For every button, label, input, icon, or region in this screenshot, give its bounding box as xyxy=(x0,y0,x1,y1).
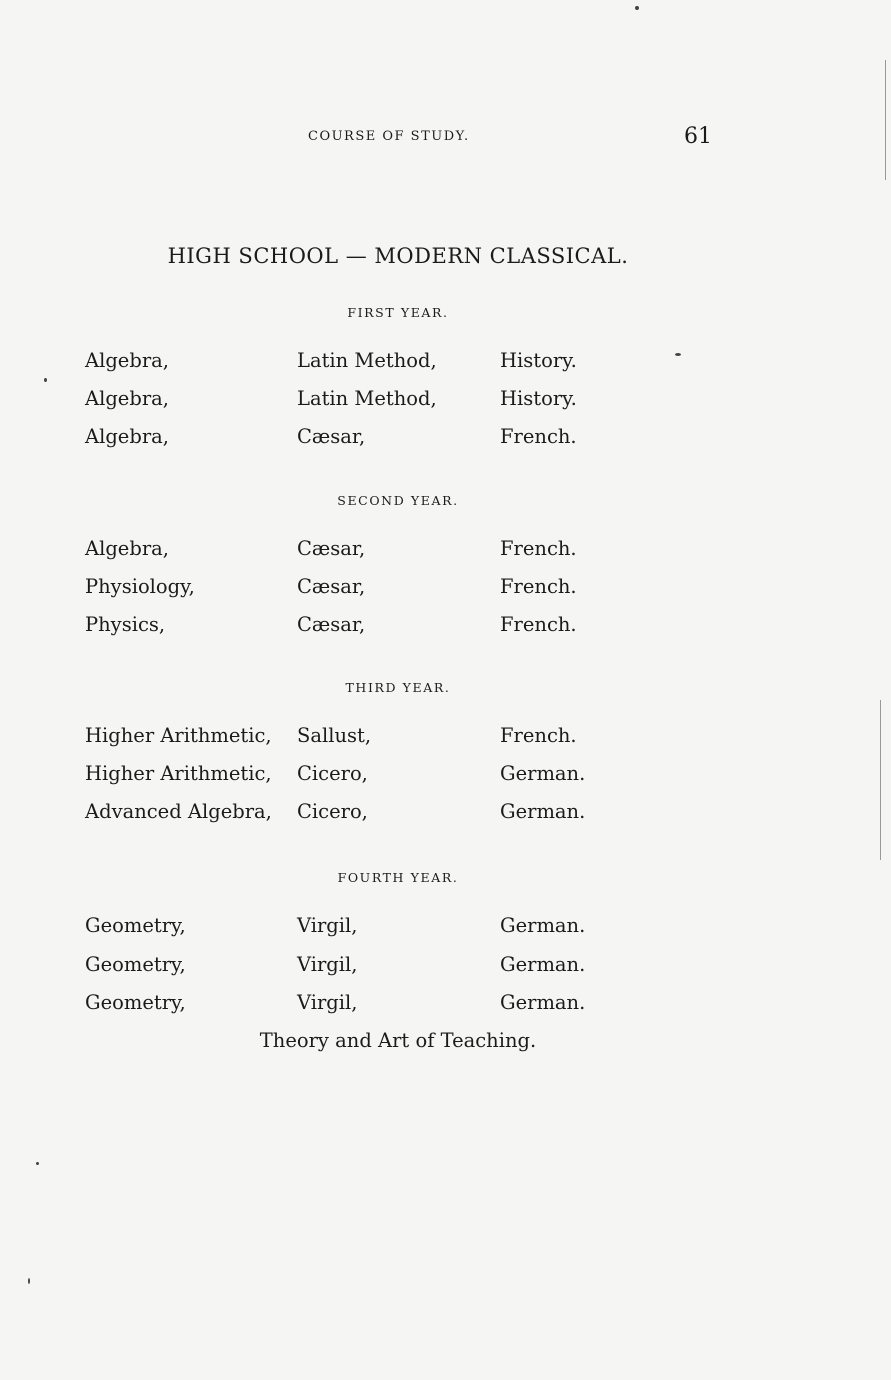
subject-cell: History. xyxy=(500,387,577,410)
page-title: HIGH SCHOOL — MODERN CLASSICAL. xyxy=(167,244,629,268)
section-heading-fourth-year: FOURTH YEAR. xyxy=(337,870,459,885)
subject-cell: Latin Method, xyxy=(297,387,437,410)
course-row xyxy=(0,762,891,790)
subject-cell: Cicero, xyxy=(297,762,368,785)
subject-cell: German. xyxy=(500,914,586,937)
subject-cell: Algebra, xyxy=(85,425,169,448)
subject-cell: French. xyxy=(500,724,577,747)
subject-cell: Physiology, xyxy=(85,575,195,598)
subject-cell: History. xyxy=(500,349,577,372)
ink-speck xyxy=(36,1162,39,1165)
subject-cell: German. xyxy=(500,762,586,785)
subject-cell: Cæsar, xyxy=(297,575,366,598)
course-row xyxy=(0,425,891,453)
running-head: COURSE OF STUDY. xyxy=(308,129,470,144)
subject-cell: French. xyxy=(500,613,577,636)
ink-speck xyxy=(44,378,47,382)
ink-speck xyxy=(675,353,681,356)
subject-cell: Algebra, xyxy=(85,537,169,560)
subject-cell: Algebra, xyxy=(85,349,169,372)
subject-cell: Virgil, xyxy=(297,953,358,976)
subject-cell: Cæsar, xyxy=(297,537,366,560)
course-row xyxy=(0,724,891,752)
subject-cell: German. xyxy=(500,991,586,1014)
page-number: 61 xyxy=(684,124,712,149)
subject-cell: Algebra, xyxy=(85,387,169,410)
section-heading-first-year: FIRST YEAR. xyxy=(347,305,449,320)
ink-speck xyxy=(28,1278,30,1284)
course-row xyxy=(0,349,891,377)
subject-cell: Higher Arithmetic, xyxy=(85,724,272,747)
subject-cell: Latin Method, xyxy=(297,349,437,372)
subject-cell: Virgil, xyxy=(297,991,358,1014)
subject-cell: German. xyxy=(500,800,586,823)
subject-cell: French. xyxy=(500,425,577,448)
subject-cell: Geometry, xyxy=(85,953,186,976)
subject-cell: Cæsar, xyxy=(297,425,366,448)
footer-course-note: Theory and Art of Teaching. xyxy=(259,1029,537,1052)
course-row xyxy=(0,800,891,828)
course-row xyxy=(0,575,891,603)
course-row xyxy=(0,613,891,641)
course-row xyxy=(0,914,891,942)
subject-cell: Higher Arithmetic, xyxy=(85,762,272,785)
subject-cell: Virgil, xyxy=(297,914,358,937)
subject-cell: Cicero, xyxy=(297,800,368,823)
subject-cell: French. xyxy=(500,537,577,560)
course-row xyxy=(0,537,891,565)
course-row xyxy=(0,387,891,415)
subject-cell: German. xyxy=(500,953,586,976)
subject-cell: French. xyxy=(500,575,577,598)
subject-cell: Cæsar, xyxy=(297,613,366,636)
subject-cell: Physics, xyxy=(85,613,166,636)
subject-cell: Advanced Algebra, xyxy=(85,800,272,823)
ink-speck xyxy=(635,6,639,10)
subject-cell: Geometry, xyxy=(85,991,186,1014)
scan-edge-mark xyxy=(885,60,886,180)
scan-edge-mark xyxy=(880,700,881,860)
course-row xyxy=(0,953,891,981)
course-row xyxy=(0,991,891,1019)
section-heading-third-year: THIRD YEAR. xyxy=(345,680,451,695)
subject-cell: Geometry, xyxy=(85,914,186,937)
section-heading-second-year: SECOND YEAR. xyxy=(337,493,459,508)
subject-cell: Sallust, xyxy=(297,724,372,747)
